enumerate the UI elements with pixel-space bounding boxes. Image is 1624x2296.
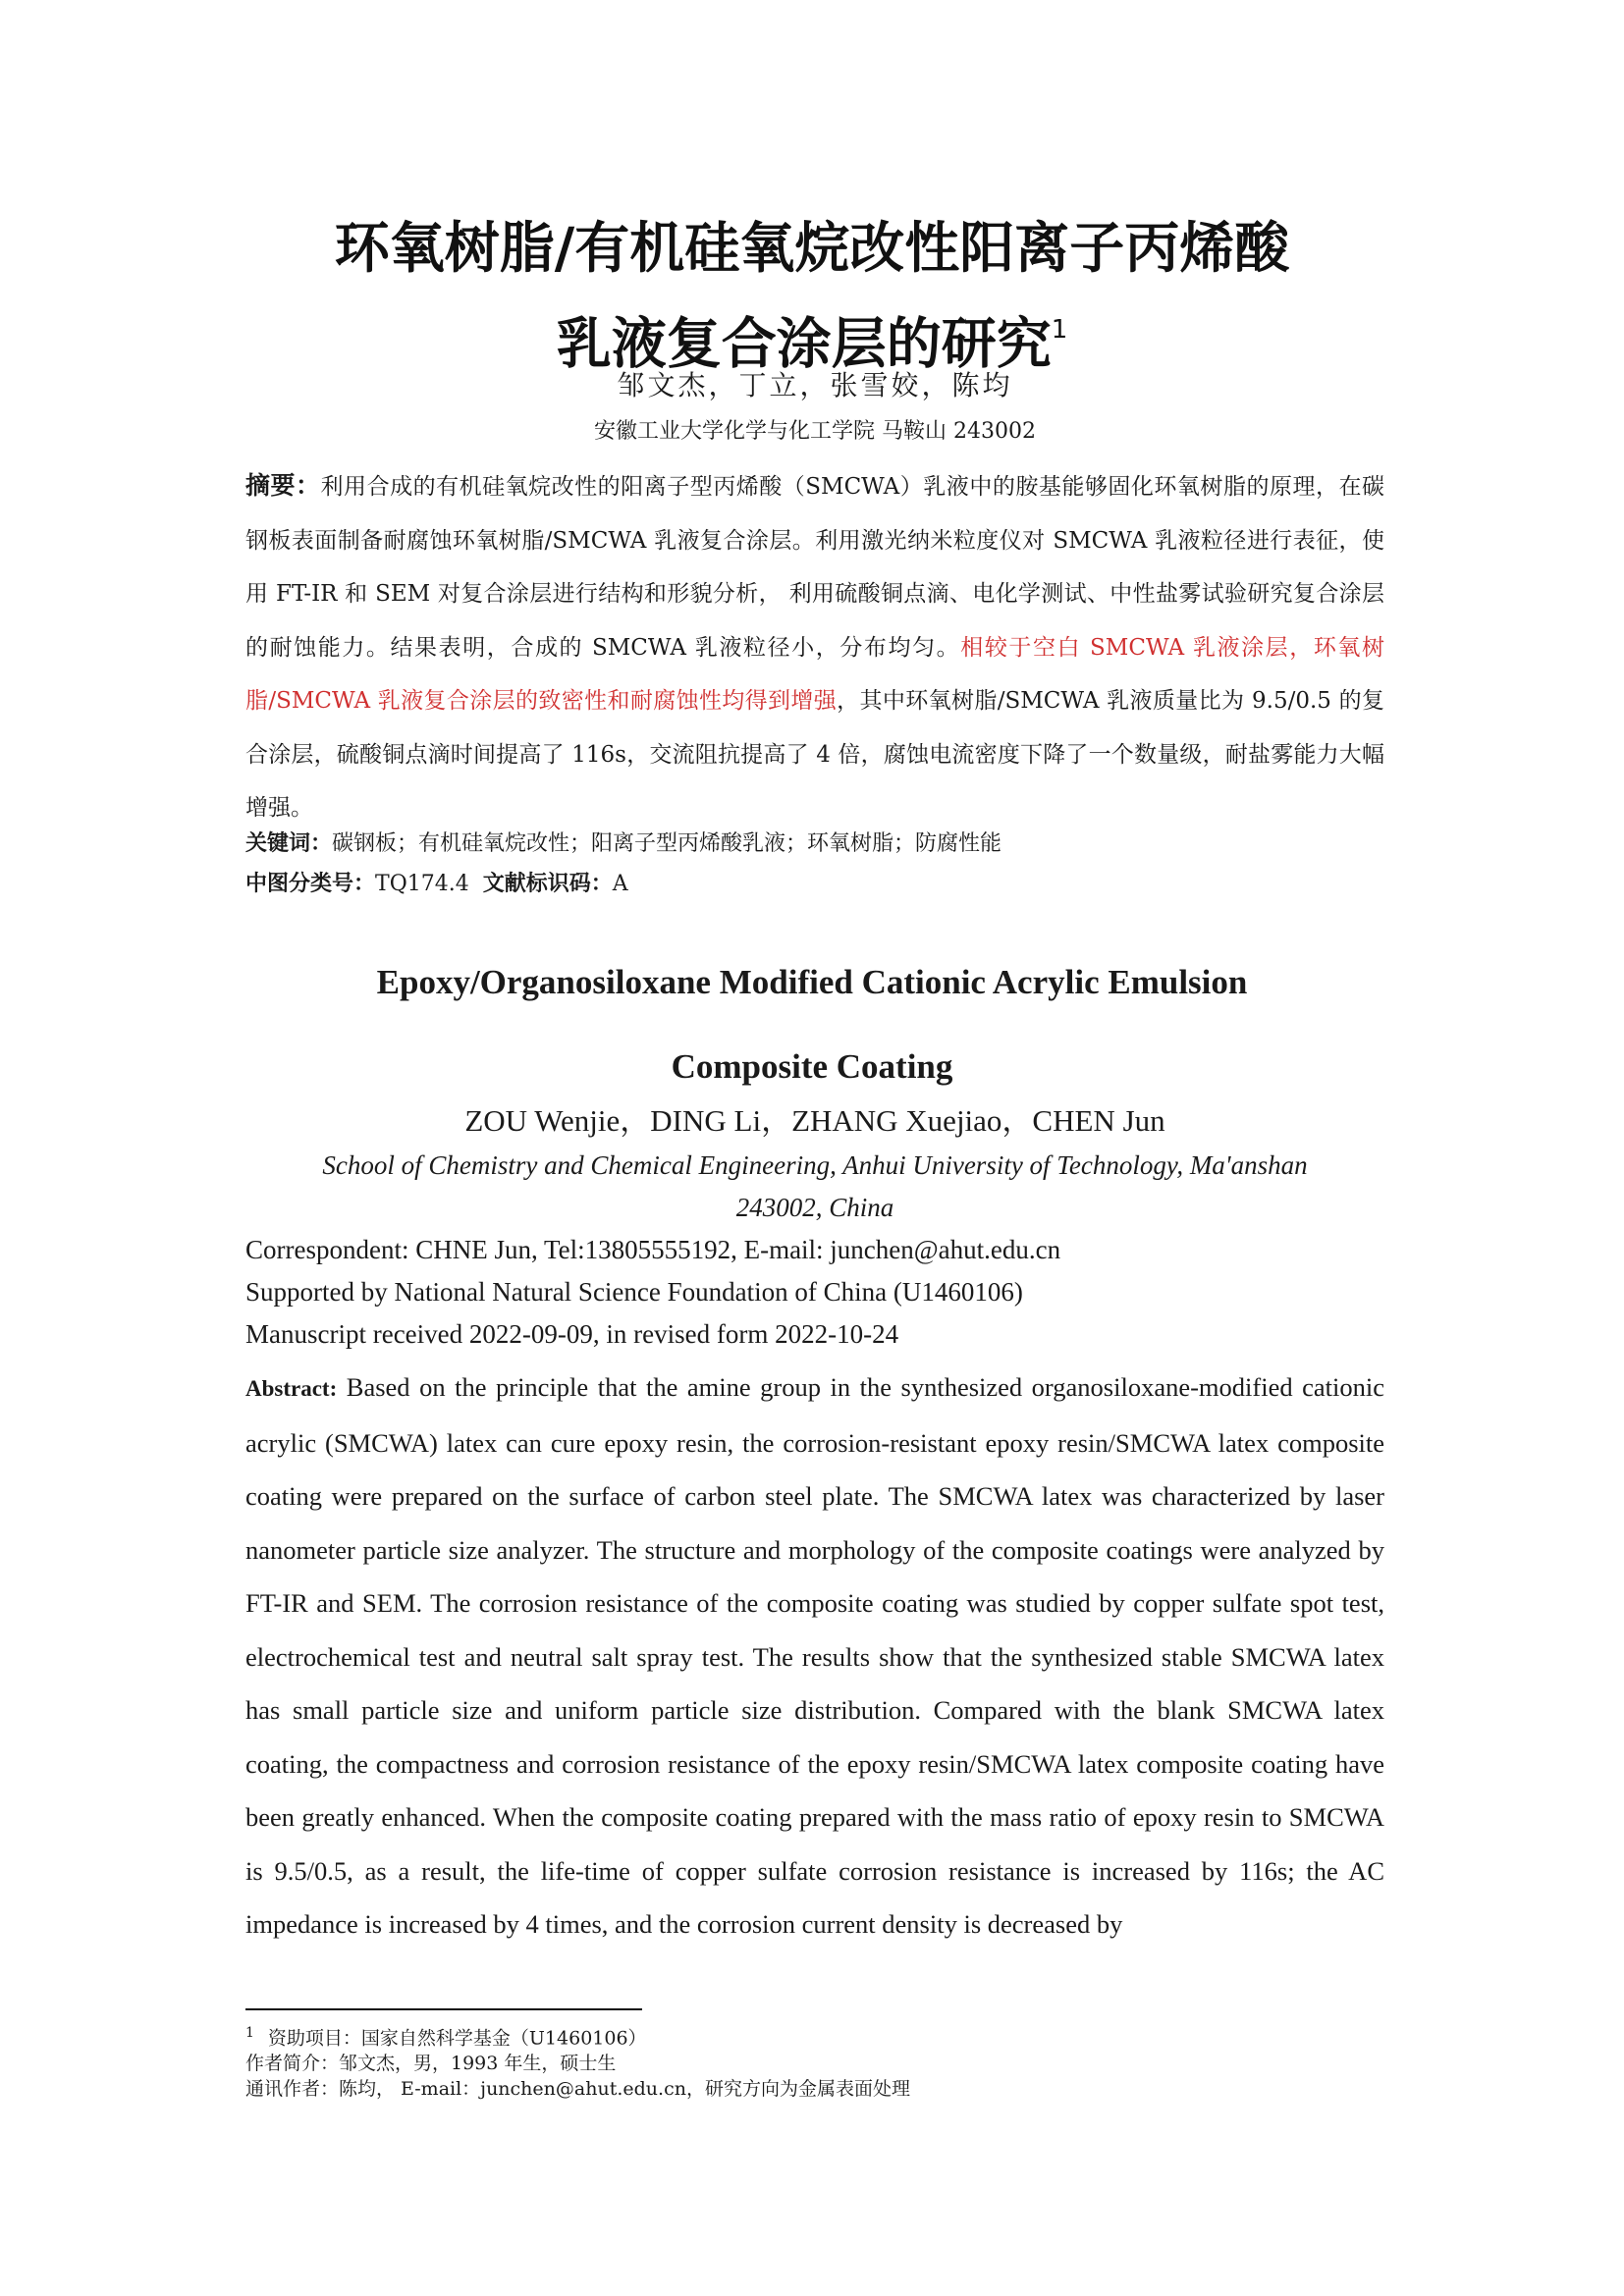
chinese-abstract bbox=[245, 459, 1384, 835]
chinese-abstract-highlight: 相较于空白 SMCWA 乳液涂层，环氧树脂/SMCWA 乳液复合涂层的致密性和耐腐蚀性均得到增强 bbox=[245, 634, 1384, 714]
correspondent-line: Correspondent: CHNE Jun, Tel:13805555192, E-mail: junchen@ahut.edu.cn bbox=[245, 1235, 1061, 1264]
footnote-funding bbox=[245, 2020, 1384, 2051]
keywords-label: 关键词： bbox=[245, 831, 333, 856]
chinese-affiliation: 安徽工业大学化学与化工学院 马鞍山 243002 bbox=[594, 419, 1036, 444]
footnote-funding-text: 资助项目：国家自然科学基金（U1460106） bbox=[267, 2027, 647, 2050]
footnote-author-intro: 作者简介：邹文杰，男，1993 年生，硕士生 bbox=[245, 2053, 617, 2075]
footnotes bbox=[245, 2020, 1384, 2102]
chinese-abstract-text-1: 利用合成的有机硅氧烷改性的阳离子型丙烯酸（SMCWA）乳液中的胺基能够固化环氧树脂的原理，在碳钢板表面制备耐腐蚀环氧树脂/SMCWA 乳液复合涂层。利用激光纳米粒度仪对 SMCWA 乳液粒径进行表征，使用 FT-IR 和 SEM 对复合涂层进行结构和形貌分析， 利用硫酸铜点滴、电化学测试、中性盐雾试验研究复合涂层的耐蚀能力。结果表明，合成的 SMCWA 乳液粒径小，分布均匀。 bbox=[245, 474, 1384, 661]
keywords-text: 碳钢板；有机硅氧烷改性；阳离子型丙烯酸乳液；环氧树脂；防腐性能 bbox=[332, 831, 1002, 856]
document-code-value: A bbox=[612, 872, 628, 896]
chinese-title-line-2-text: 乳液复合涂层的研究 bbox=[556, 312, 1052, 377]
footnote-correspondence: 通讯作者：陈均， E-mail：junchen@ahut.edu.cn，研究方向为金属表面处理 bbox=[245, 2078, 910, 2101]
english-title-line-1: Epoxy/Organosiloxane Modified Cationic Acrylic Emulsion bbox=[376, 963, 1248, 1001]
chinese-keywords bbox=[245, 825, 1384, 864]
chinese-authors: 邹文杰，丁立，张雪姣，陈均 bbox=[617, 369, 1013, 401]
title-footnote-mark: 1 bbox=[1051, 315, 1068, 345]
classification-line bbox=[245, 865, 1384, 904]
classification-value: TQ174.4 bbox=[375, 872, 469, 896]
chinese-abstract-text-2: ，其中环氧树脂/SMCWA 乳液质量比为 9.5/0.5 的复合涂层，硫酸铜点滴时间提高了 116s，交流阻抗提高了 4 倍，腐蚀电流密度下降了一个数量级，耐盐雾能力大幅增强。 bbox=[245, 688, 1384, 821]
english-affiliation-line-1: School of Chemistry and Chemical Engineering, Anhui University of Technology, Ma'anshan bbox=[322, 1150, 1308, 1180]
manuscript-line: Manuscript received 2022-09-09, in revised form 2022-10-24 bbox=[245, 1319, 899, 1349]
english-title bbox=[196, 940, 1428, 1109]
english-title-line-2: Composite Coating bbox=[671, 1047, 953, 1086]
chinese-title-line-1: 环氧树脂/有机硅氧烷改性阳离子丙烯酸 bbox=[334, 217, 1290, 281]
english-abstract-label: Abstract: bbox=[245, 1376, 338, 1401]
chinese-abstract-label: 摘要： bbox=[245, 471, 321, 500]
document-code-label: 文献标识码： bbox=[482, 872, 613, 896]
english-abstract-text: Based on the principle that the amine group in the synthesized organosiloxane-modified cationic acrylic (SMCWA) latex can cure epoxy resin, the corrosion-resistant epoxy resin/SMCWA latex composite coating were prepared on the surface of carbon steel plate. The SMCWA latex was characterized by laser nanometer particle size analyzer. The structure and morphology of the composite coatings were analyzed by FT-IR and SEM. The corrosion resistance of the composite coating was studied by copper sulfate spot test, electrochemical test and neutral salt spray test. The results show that the synthesized stable SMCWA latex has small particle size and uniform particle size distribution. Compared with the blank SMCWA latex coating, the compactness and corrosion resistance of the epoxy resin/SMCWA latex composite coating have been greatly enhanced. When the composite coating prepared with the mass ratio of epoxy resin to SMCWA is 9.5/0.5, as a result, the life-time of copper sulfate corrosion resistance is increased by 116s; the AC impedance is increased by 4 times, and the corrosion current density is decreased by bbox=[245, 1372, 1384, 1939]
footnote-mark: 1 bbox=[245, 2025, 254, 2041]
supported-line: Supported by National Natural Science Foundation of China (U1460106) bbox=[245, 1277, 1023, 1307]
english-abstract bbox=[245, 1361, 1384, 1951]
english-affiliation-line-2: 243002, China bbox=[735, 1193, 894, 1222]
chinese-title bbox=[147, 206, 1477, 389]
english-affiliation bbox=[245, 1145, 1384, 1229]
footnote-divider bbox=[245, 2008, 642, 2010]
classification-label: 中图分类号： bbox=[245, 872, 376, 896]
english-authors: ZOU Wenjie，DING Li，ZHANG Xuejiao，CHEN Jun bbox=[464, 1103, 1165, 1138]
